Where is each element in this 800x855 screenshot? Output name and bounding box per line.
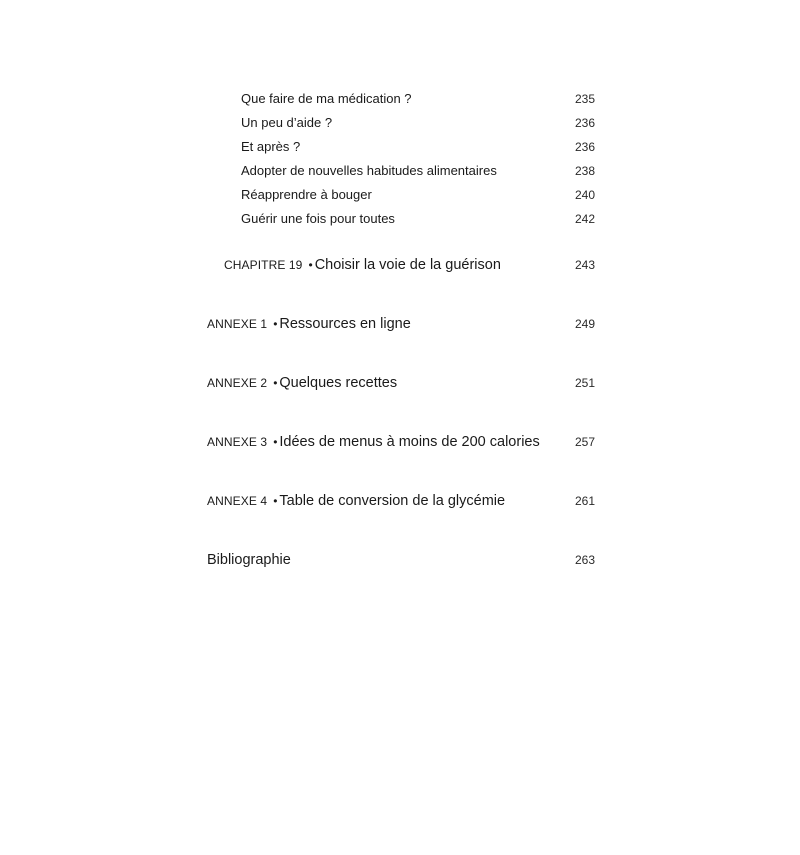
bullet-separator: • [308, 258, 313, 272]
toc-subsection[interactable] [0, 112, 800, 134]
toc-bibliography[interactable] [0, 549, 800, 571]
toc-annex-4[interactable] [0, 490, 800, 512]
toc-annex-heading [207, 313, 411, 335]
toc-page-number: 257 [575, 435, 596, 449]
toc-chapter[interactable] [0, 254, 800, 276]
toc-annex-label: ANNEXE 1 [207, 317, 268, 331]
toc-annex-1[interactable] [0, 313, 800, 335]
bullet-separator: • [273, 376, 278, 390]
toc-subsection-title: Un peu d’aide ? [241, 115, 333, 130]
toc-bibliography-title: Bibliographie [207, 552, 291, 568]
toc-annex-heading [207, 490, 505, 512]
toc-annex-3[interactable] [0, 431, 800, 453]
toc-subsection[interactable] [0, 184, 800, 206]
toc-annex-heading [207, 372, 397, 394]
toc-page-number: 251 [575, 376, 596, 390]
toc-chapter-heading [224, 254, 501, 276]
toc-page-number: 236 [575, 116, 596, 130]
bullet-separator: • [273, 494, 278, 508]
toc-subsection-title: Adopter de nouvelles habitudes alimentaires [241, 163, 497, 178]
toc-annex-label: ANNEXE 2 [207, 376, 268, 390]
toc-page-number: 249 [575, 317, 596, 331]
toc-page-number: 238 [575, 164, 596, 178]
toc-subsection-title: Réapprendre à bouger [241, 187, 372, 202]
bullet-separator: • [273, 317, 278, 331]
toc-chapter-title: Choisir la voie de la guérison [314, 257, 501, 273]
toc-subsection-title: Et après ? [241, 139, 301, 154]
bullet-separator: • [273, 435, 278, 449]
toc-annex-heading [207, 431, 540, 453]
toc-subsection-title: Guérir une fois pour toutes [241, 211, 395, 226]
toc-subsection[interactable] [0, 160, 800, 182]
toc-annex-label: ANNEXE 3 [207, 435, 268, 449]
toc-page-number: 261 [575, 494, 596, 508]
toc-subsection[interactable] [0, 136, 800, 158]
toc-page-number: 240 [575, 188, 596, 202]
toc-page-number: 243 [575, 258, 596, 272]
toc-annex-2[interactable] [0, 372, 800, 394]
toc-chapter-label: CHAPITRE 19 [224, 258, 303, 272]
toc-page-number: 242 [575, 212, 596, 226]
toc-subsection[interactable] [0, 88, 800, 110]
toc-annex-title: Table de conversion de la glycémie [279, 493, 506, 509]
toc-annex-title: Quelques recettes [279, 375, 398, 391]
toc-subsection[interactable] [0, 208, 800, 230]
toc-annex-label: ANNEXE 4 [207, 494, 268, 508]
toc-page-number: 236 [575, 140, 596, 154]
toc-page-number: 235 [575, 92, 596, 106]
toc-annex-title: Idées de menus à moins de 200 calories [279, 434, 540, 450]
toc-annex-title: Ressources en ligne [279, 316, 411, 332]
toc-subsection-title: Que faire de ma médication ? [241, 91, 412, 106]
toc-page-number: 263 [575, 553, 596, 567]
